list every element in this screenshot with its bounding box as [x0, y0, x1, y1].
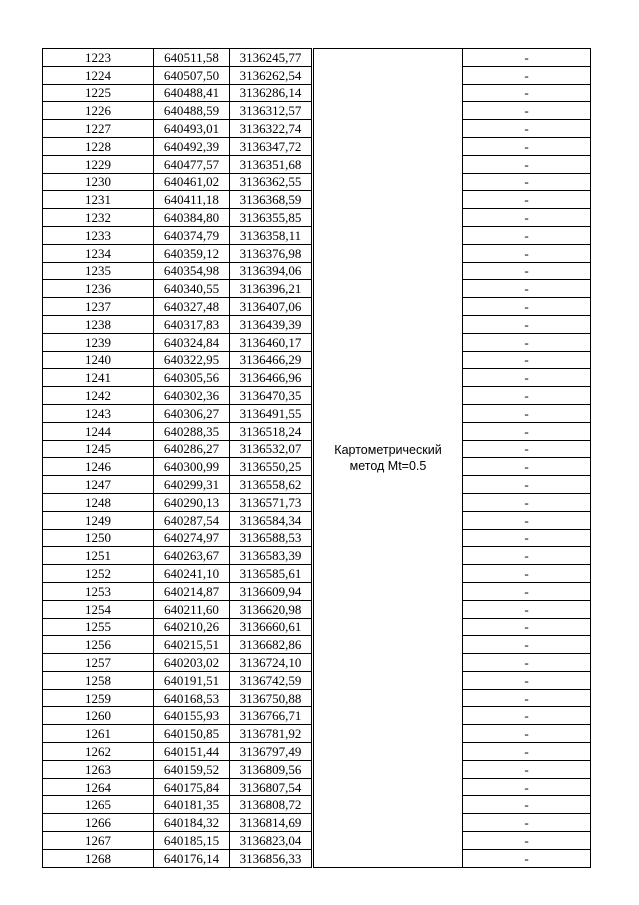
- x-coordinate-cell: 640488,59: [154, 102, 230, 120]
- method-cell: [314, 49, 463, 868]
- column-gap: [312, 582, 314, 600]
- dash-cell: -: [463, 493, 591, 511]
- y-coordinate-cell: 3136550,25: [230, 458, 312, 476]
- y-coordinate-cell: 3136724,10: [230, 654, 312, 672]
- point-number-cell: 1258: [43, 671, 154, 689]
- column-gap: [312, 137, 314, 155]
- x-coordinate-cell: 640305,56: [154, 369, 230, 387]
- dash-cell: -: [463, 315, 591, 333]
- dash-cell: -: [463, 743, 591, 761]
- x-coordinate-cell: 640354,98: [154, 262, 230, 280]
- dash-cell: -: [463, 155, 591, 173]
- point-number-cell: 1232: [43, 209, 154, 227]
- dash-cell: -: [463, 191, 591, 209]
- point-number-cell: 1231: [43, 191, 154, 209]
- x-coordinate-cell: 640511,58: [154, 49, 230, 67]
- method-name: Картометрический: [334, 442, 442, 457]
- point-number-cell: 1246: [43, 458, 154, 476]
- column-gap: [312, 636, 314, 654]
- x-coordinate-cell: 640287,54: [154, 511, 230, 529]
- point-number-cell: 1245: [43, 440, 154, 458]
- y-coordinate-cell: 3136742,59: [230, 671, 312, 689]
- point-number-cell: 1239: [43, 333, 154, 351]
- x-coordinate-cell: 640324,84: [154, 333, 230, 351]
- dash-cell: -: [463, 226, 591, 244]
- y-coordinate-cell: 3136439,39: [230, 315, 312, 333]
- y-coordinate-cell: 3136620,98: [230, 600, 312, 618]
- point-number-cell: 1224: [43, 66, 154, 84]
- x-coordinate-cell: 640215,51: [154, 636, 230, 654]
- y-coordinate-cell: 3136376,98: [230, 244, 312, 262]
- y-coordinate-cell: 3136809,56: [230, 760, 312, 778]
- point-number-cell: 1266: [43, 814, 154, 832]
- dash-cell: -: [463, 618, 591, 636]
- dash-cell: -: [463, 262, 591, 280]
- point-number-cell: 1259: [43, 689, 154, 707]
- point-number-cell: 1236: [43, 280, 154, 298]
- y-coordinate-cell: 3136583,39: [230, 547, 312, 565]
- y-coordinate-cell: 3136660,61: [230, 618, 312, 636]
- point-number-cell: 1235: [43, 262, 154, 280]
- column-gap: [312, 778, 314, 796]
- dash-cell: -: [463, 387, 591, 405]
- x-coordinate-cell: 640306,27: [154, 404, 230, 422]
- y-coordinate-cell: 3136682,86: [230, 636, 312, 654]
- x-coordinate-cell: 640176,14: [154, 849, 230, 867]
- y-coordinate-cell: 3136312,57: [230, 102, 312, 120]
- column-gap: [312, 725, 314, 743]
- x-coordinate-cell: 640203,02: [154, 654, 230, 672]
- y-coordinate-cell: 3136807,54: [230, 778, 312, 796]
- x-coordinate-cell: 640210,26: [154, 618, 230, 636]
- dash-cell: -: [463, 654, 591, 672]
- y-coordinate-cell: 3136823,04: [230, 832, 312, 850]
- dash-cell: -: [463, 422, 591, 440]
- point-number-cell: 1238: [43, 315, 154, 333]
- column-gap: [312, 618, 314, 636]
- column-gap: [312, 743, 314, 761]
- point-number-cell: 1265: [43, 796, 154, 814]
- column-gap: [312, 84, 314, 102]
- dash-cell: -: [463, 814, 591, 832]
- column-gap: [312, 832, 314, 850]
- y-coordinate-cell: 3136396,21: [230, 280, 312, 298]
- y-coordinate-cell: 3136466,29: [230, 351, 312, 369]
- y-coordinate-cell: 3136518,24: [230, 422, 312, 440]
- point-number-cell: 1228: [43, 137, 154, 155]
- column-gap: [312, 404, 314, 422]
- x-coordinate-cell: 640359,12: [154, 244, 230, 262]
- x-coordinate-cell: 640150,85: [154, 725, 230, 743]
- column-gap: [312, 440, 314, 458]
- y-coordinate-cell: 3136588,53: [230, 529, 312, 547]
- column-gap: [312, 565, 314, 583]
- column-gap: [312, 600, 314, 618]
- x-coordinate-cell: 640290,13: [154, 493, 230, 511]
- column-gap: [312, 654, 314, 672]
- point-number-cell: 1247: [43, 476, 154, 494]
- x-coordinate-cell: 640322,95: [154, 351, 230, 369]
- y-coordinate-cell: 3136808,72: [230, 796, 312, 814]
- column-gap: [312, 422, 314, 440]
- x-coordinate-cell: 640461,02: [154, 173, 230, 191]
- dash-cell: -: [463, 244, 591, 262]
- x-coordinate-cell: 640507,50: [154, 66, 230, 84]
- y-coordinate-cell: 3136355,85: [230, 209, 312, 227]
- dash-cell: -: [463, 760, 591, 778]
- y-coordinate-cell: 3136814,69: [230, 814, 312, 832]
- point-number-cell: 1229: [43, 155, 154, 173]
- column-gap: [312, 155, 314, 173]
- x-coordinate-cell: 640263,67: [154, 547, 230, 565]
- point-number-cell: 1243: [43, 404, 154, 422]
- y-coordinate-cell: 3136394,06: [230, 262, 312, 280]
- x-coordinate-cell: 640159,52: [154, 760, 230, 778]
- x-coordinate-cell: 640175,84: [154, 778, 230, 796]
- dash-cell: -: [463, 458, 591, 476]
- column-gap: [312, 529, 314, 547]
- dash-cell: -: [463, 298, 591, 316]
- point-number-cell: 1242: [43, 387, 154, 405]
- dash-cell: -: [463, 369, 591, 387]
- x-coordinate-cell: 640155,93: [154, 707, 230, 725]
- x-coordinate-cell: 640299,31: [154, 476, 230, 494]
- dash-cell: -: [463, 796, 591, 814]
- column-gap: [312, 191, 314, 209]
- point-number-cell: 1241: [43, 369, 154, 387]
- y-coordinate-cell: 3136585,61: [230, 565, 312, 583]
- point-number-cell: 1255: [43, 618, 154, 636]
- point-number-cell: 1262: [43, 743, 154, 761]
- point-number-cell: 1254: [43, 600, 154, 618]
- y-coordinate-cell: 3136781,92: [230, 725, 312, 743]
- y-coordinate-cell: 3136262,54: [230, 66, 312, 84]
- y-coordinate-cell: 3136609,94: [230, 582, 312, 600]
- y-coordinate-cell: 3136358,11: [230, 226, 312, 244]
- point-number-cell: 1249: [43, 511, 154, 529]
- point-number-cell: 1240: [43, 351, 154, 369]
- column-gap: [312, 351, 314, 369]
- dash-cell: -: [463, 511, 591, 529]
- dash-cell: -: [463, 49, 591, 67]
- dash-cell: -: [463, 333, 591, 351]
- dash-cell: -: [463, 351, 591, 369]
- x-coordinate-cell: 640191,51: [154, 671, 230, 689]
- dash-cell: -: [463, 404, 591, 422]
- point-number-cell: 1252: [43, 565, 154, 583]
- x-coordinate-cell: 640286,27: [154, 440, 230, 458]
- y-coordinate-cell: 3136491,55: [230, 404, 312, 422]
- dash-cell: -: [463, 849, 591, 867]
- column-gap: [312, 333, 314, 351]
- column-gap: [312, 173, 314, 191]
- column-gap: [312, 369, 314, 387]
- point-number-cell: 1237: [43, 298, 154, 316]
- y-coordinate-cell: 3136750,88: [230, 689, 312, 707]
- x-coordinate-cell: 640151,44: [154, 743, 230, 761]
- point-number-cell: 1227: [43, 120, 154, 138]
- method-accuracy: метод Mt=0.5: [349, 458, 427, 473]
- column-gap: [312, 476, 314, 494]
- x-coordinate-cell: 640411,18: [154, 191, 230, 209]
- y-coordinate-cell: 3136460,17: [230, 333, 312, 351]
- table-row: [43, 49, 591, 67]
- x-coordinate-cell: 640214,87: [154, 582, 230, 600]
- column-gap: [312, 689, 314, 707]
- y-coordinate-cell: 3136584,34: [230, 511, 312, 529]
- column-gap: [312, 209, 314, 227]
- column-gap: [312, 511, 314, 529]
- y-coordinate-cell: 3136347,72: [230, 137, 312, 155]
- point-number-cell: 1223: [43, 49, 154, 67]
- dash-cell: -: [463, 84, 591, 102]
- point-number-cell: 1260: [43, 707, 154, 725]
- point-number-cell: 1253: [43, 582, 154, 600]
- dash-cell: -: [463, 832, 591, 850]
- x-coordinate-cell: 640184,32: [154, 814, 230, 832]
- column-gap: [312, 849, 314, 867]
- coordinates-table: [42, 48, 591, 868]
- x-coordinate-cell: 640302,36: [154, 387, 230, 405]
- x-coordinate-cell: 640317,83: [154, 315, 230, 333]
- x-coordinate-cell: 640300,99: [154, 458, 230, 476]
- dash-cell: -: [463, 529, 591, 547]
- y-coordinate-cell: 3136322,74: [230, 120, 312, 138]
- column-gap: [312, 493, 314, 511]
- dash-cell: -: [463, 600, 591, 618]
- y-coordinate-cell: 3136407,06: [230, 298, 312, 316]
- dash-cell: -: [463, 707, 591, 725]
- dash-cell: -: [463, 778, 591, 796]
- x-coordinate-cell: 640384,80: [154, 209, 230, 227]
- dash-cell: -: [463, 476, 591, 494]
- point-number-cell: 1230: [43, 173, 154, 191]
- x-coordinate-cell: 640211,60: [154, 600, 230, 618]
- column-gap: [312, 458, 314, 476]
- x-coordinate-cell: 640492,39: [154, 137, 230, 155]
- column-gap: [312, 547, 314, 565]
- column-gap: [312, 387, 314, 405]
- dash-cell: -: [463, 440, 591, 458]
- x-coordinate-cell: 640181,35: [154, 796, 230, 814]
- x-coordinate-cell: 640274,97: [154, 529, 230, 547]
- y-coordinate-cell: 3136558,62: [230, 476, 312, 494]
- x-coordinate-cell: 640488,41: [154, 84, 230, 102]
- dash-cell: -: [463, 102, 591, 120]
- point-number-cell: 1226: [43, 102, 154, 120]
- dash-cell: -: [463, 636, 591, 654]
- column-gap: [312, 796, 314, 814]
- y-coordinate-cell: 3136532,07: [230, 440, 312, 458]
- y-coordinate-cell: 3136286,14: [230, 84, 312, 102]
- point-number-cell: 1261: [43, 725, 154, 743]
- point-number-cell: 1244: [43, 422, 154, 440]
- column-gap: [312, 814, 314, 832]
- coordinates-table-body: [43, 49, 591, 868]
- x-coordinate-cell: 640168,53: [154, 689, 230, 707]
- y-coordinate-cell: 3136362,55: [230, 173, 312, 191]
- column-gap: [312, 707, 314, 725]
- y-coordinate-cell: 3136368,59: [230, 191, 312, 209]
- x-coordinate-cell: 640288,35: [154, 422, 230, 440]
- dash-cell: -: [463, 689, 591, 707]
- dash-cell: -: [463, 120, 591, 138]
- column-gap: [312, 298, 314, 316]
- point-number-cell: 1267: [43, 832, 154, 850]
- dash-cell: -: [463, 725, 591, 743]
- y-coordinate-cell: 3136466,96: [230, 369, 312, 387]
- column-gap: [312, 671, 314, 689]
- point-number-cell: 1250: [43, 529, 154, 547]
- dash-cell: -: [463, 565, 591, 583]
- y-coordinate-cell: 3136766,71: [230, 707, 312, 725]
- point-number-cell: 1264: [43, 778, 154, 796]
- column-gap: [312, 315, 314, 333]
- column-gap: [312, 244, 314, 262]
- x-coordinate-cell: 640327,48: [154, 298, 230, 316]
- x-coordinate-cell: 640493,01: [154, 120, 230, 138]
- dash-cell: -: [463, 137, 591, 155]
- y-coordinate-cell: 3136797,49: [230, 743, 312, 761]
- x-coordinate-cell: 640241,10: [154, 565, 230, 583]
- point-number-cell: 1233: [43, 226, 154, 244]
- x-coordinate-cell: 640374,79: [154, 226, 230, 244]
- y-coordinate-cell: 3136470,35: [230, 387, 312, 405]
- dash-cell: -: [463, 582, 591, 600]
- point-number-cell: 1263: [43, 760, 154, 778]
- dash-cell: -: [463, 173, 591, 191]
- y-coordinate-cell: 3136245,77: [230, 49, 312, 67]
- column-gap: [312, 760, 314, 778]
- dash-cell: -: [463, 671, 591, 689]
- point-number-cell: 1257: [43, 654, 154, 672]
- column-gap: [312, 102, 314, 120]
- point-number-cell: 1268: [43, 849, 154, 867]
- point-number-cell: 1248: [43, 493, 154, 511]
- column-gap: [312, 66, 314, 84]
- dash-cell: -: [463, 66, 591, 84]
- y-coordinate-cell: 3136571,73: [230, 493, 312, 511]
- column-gap: [312, 280, 314, 298]
- point-number-cell: 1256: [43, 636, 154, 654]
- dash-cell: -: [463, 209, 591, 227]
- x-coordinate-cell: 640185,15: [154, 832, 230, 850]
- point-number-cell: 1225: [43, 84, 154, 102]
- x-coordinate-cell: 640340,55: [154, 280, 230, 298]
- point-number-cell: 1234: [43, 244, 154, 262]
- column-gap: [312, 226, 314, 244]
- column-gap: [312, 120, 314, 138]
- x-coordinate-cell: 640477,57: [154, 155, 230, 173]
- y-coordinate-cell: 3136351,68: [230, 155, 312, 173]
- dash-cell: -: [463, 547, 591, 565]
- column-gap: [312, 262, 314, 280]
- y-coordinate-cell: 3136856,33: [230, 849, 312, 867]
- dash-cell: -: [463, 280, 591, 298]
- point-number-cell: 1251: [43, 547, 154, 565]
